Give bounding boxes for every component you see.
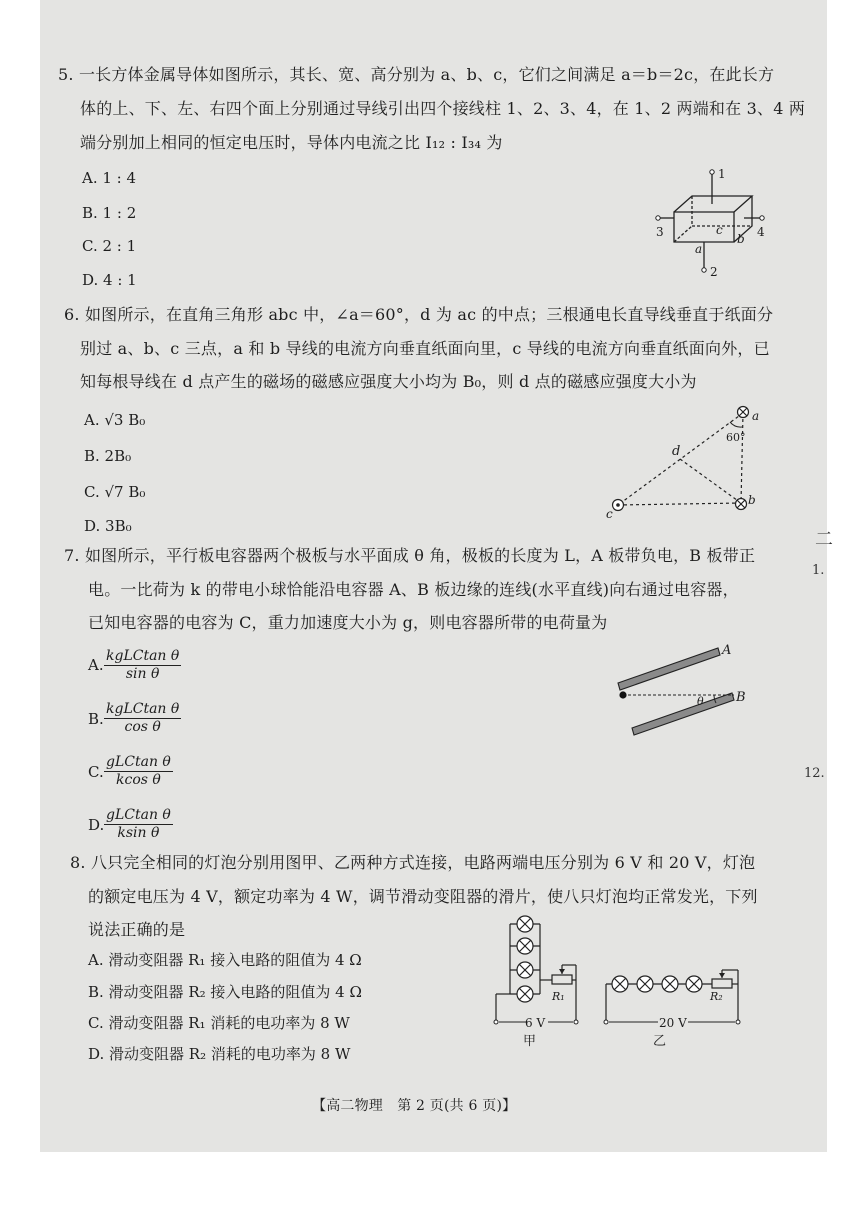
edge-fragment-2: 1. — [812, 563, 825, 578]
q8-stem-line-1: 8. 八只完全相同的灯泡分别用图甲、乙两种方式连接，电路两端电压分别为 6 V 和 20 V，灯泡 — [70, 853, 756, 872]
q8-caption-jia: 甲 — [523, 1034, 537, 1049]
charged-ball — [619, 691, 626, 698]
q7-plate-a-label: A — [722, 643, 732, 658]
q6-stem-line-2: 别过 a、b、c 三点，a 和 b 导线的电流方向垂直纸面向里，c 导线的电流方向垂直纸面向外，已 — [80, 339, 770, 358]
q6-angle-label: 60° — [726, 431, 746, 444]
q6-option-d: D. 3B₀ — [84, 517, 132, 535]
q5-terminal-2-label: 2 — [710, 265, 718, 279]
wire-a-into-page — [738, 407, 749, 418]
q7-plate-b-label: B — [736, 690, 746, 705]
q8-stem-line-2: 的额定电压为 4 V，额定功率为 4 W，调节滑动变阻器的滑片，使八只灯泡均正常发光，下列 — [88, 887, 758, 906]
q6-stem-line-1: 6. 如图所示，在直角三角形 abc 中，∠a＝60°，d 为 ac 的中点；三根通电长直导线垂直于纸面分 — [64, 305, 774, 324]
q7-option-b-denominator: cos θ — [124, 719, 161, 735]
q8-caption-yi: 乙 — [653, 1034, 667, 1049]
q7-option-d-denominator: ksin θ — [117, 825, 160, 841]
q7-stem-line-2: 电。一比荷为 k 的带电小球恰能沿电容器 A、B 板边缘的连线(水平直线)向右通过电容器， — [88, 580, 739, 599]
q5-option-d: D. 4 : 1 — [82, 271, 137, 289]
q8-option-b: B. 滑动变阻器 R₂ 接入电路的阻值为 4 Ω — [88, 983, 362, 1001]
q7-stem-line-3: 已知电容器的电容为 C，重力加速度大小为 g，则电容器所带的电荷量为 — [88, 613, 608, 632]
q7-option-b-letter: B. — [88, 710, 104, 728]
q8-stem-line-3: 说法正确的是 — [88, 920, 186, 939]
q6-option-c: C. √7 B₀ — [84, 483, 146, 501]
q7-option-a-letter: A. — [88, 656, 104, 674]
plate-a — [618, 648, 720, 690]
q6-point-d-label: d — [672, 444, 681, 459]
q8-r1-label: R₁ — [552, 990, 565, 1003]
q7-option-c-fraction — [104, 754, 173, 789]
q7-option-c-numerator: gLCtan θ — [106, 754, 171, 770]
q5-stem-line-3: 端分别加上相同的恒定电压时，导体内电流之比 I₁₂ : I₃₄ 为 — [80, 133, 503, 152]
edge-fragment-3: 12. — [804, 766, 825, 781]
q5-dim-a-label: a — [695, 242, 703, 256]
q5-option-b: B. 1 : 2 — [82, 204, 137, 222]
q8-option-a: A. 滑动变阻器 R₁ 接入电路的阻值为 4 Ω — [88, 951, 362, 969]
q5-option-c: C. 2 : 1 — [82, 237, 137, 255]
q8-r2-label: R₂ — [710, 990, 723, 1003]
q6-option-a: A. √3 B₀ — [84, 411, 146, 429]
q7-option-a-numerator: kgLCtan θ — [106, 648, 180, 664]
q7-option-c-letter: C. — [88, 763, 104, 781]
q5-option-a: A. 1 : 4 — [82, 169, 137, 187]
q6-stem-line-3: 知每根导线在 d 点产生的磁场的磁感应强度大小均为 B₀，则 d 点的磁感应强度大小为 — [80, 372, 697, 391]
q7-option-a-fraction — [104, 648, 181, 683]
plate-b — [632, 693, 734, 735]
q8-option-d: D. 滑动变阻器 R₂ 消耗的电功率为 8 W — [88, 1045, 351, 1063]
q8-option-c: C. 滑动变阻器 R₁ 消耗的电功率为 8 W — [88, 1014, 350, 1032]
q5-stem-line-2: 体的上、下、左、右四个面上分别通过导线引出四个接线柱 1、2、3、4，在 1、2 两端和在 3、4 两 — [80, 99, 806, 118]
page-footer: 【高二物理 第 2 页(共 6 页)】 — [312, 1098, 517, 1114]
q5-terminal-1-label: 1 — [718, 167, 726, 181]
q5-terminal-3-label: 3 — [656, 225, 664, 239]
edge-fragment-1: 二 — [815, 529, 833, 550]
q7-theta-label: θ — [697, 695, 704, 708]
q8-voltage-6v-label: 6 V — [525, 1016, 546, 1030]
q7-option-d-letter: D. — [88, 816, 105, 834]
q6-point-b-label: b — [748, 493, 756, 507]
q7-option-b-fraction — [104, 701, 181, 736]
wire-b-into-page — [736, 499, 747, 510]
q7-option-d-numerator: gLCtan θ — [106, 807, 171, 823]
q5-dim-c-label: c — [716, 223, 723, 237]
q8-voltage-20v-label: 20 V — [659, 1016, 687, 1030]
q7-option-b-numerator: kgLCtan θ — [106, 701, 180, 717]
q5-terminal-4-label: 4 — [757, 225, 765, 239]
q7-stem-line-1: 7. 如图所示，平行板电容器两个极板与水平面成 θ 角，极板的长度为 L，A 板带负电，B 板带正 — [64, 546, 756, 565]
q7-option-a-denominator: sin θ — [125, 666, 160, 682]
q6-triangle-figure — [600, 400, 770, 525]
q6-option-b: B. 2B₀ — [84, 447, 132, 465]
q6-point-a-label: a — [752, 409, 760, 423]
q6-point-c-label: c — [606, 507, 613, 521]
q7-option-c-denominator: kcos θ — [116, 772, 161, 788]
wire-c-out-of-page — [613, 500, 624, 511]
q7-option-d-fraction — [104, 807, 173, 842]
q5-dim-b-label: b — [737, 232, 745, 246]
q5-stem-line-1: 5. 一长方体金属导体如图所示，其长、宽、高分别为 a、b、c，它们之间满足 a＝b＝2c，在此长方 — [58, 65, 775, 84]
